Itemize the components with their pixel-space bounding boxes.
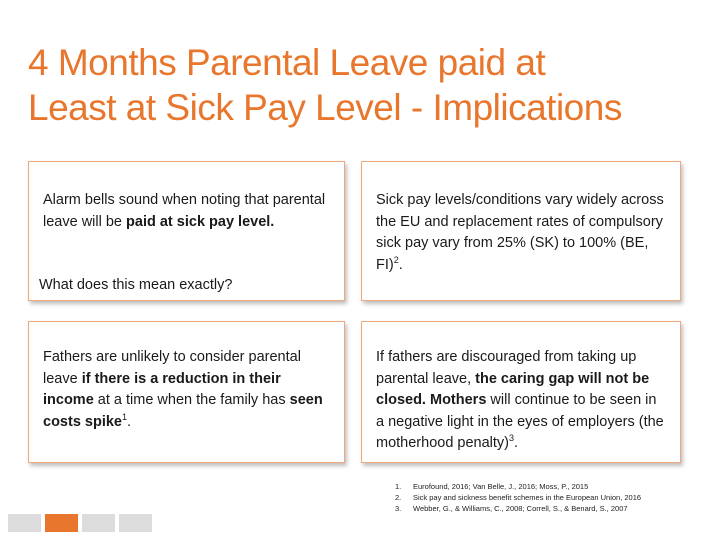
box3-end: . <box>127 413 132 430</box>
box3-footnote-ref: 1 <box>122 411 128 422</box>
title-line-1: 4 Months Parental Leave paid at <box>28 42 546 83</box>
box2-body: Sick pay levels/conditions vary widely across the EU and replacement rates of compulsory sick pay vary from 25% (SK) to 100% (BE, FI) <box>376 192 664 273</box>
box3-bold-1: if there is a reduction in their income <box>43 370 281 408</box>
box1-text <box>43 190 330 233</box>
box3-text <box>43 347 330 433</box>
reference-item: 3. Webber, G., & Williams, C., 2008; Correll, S., & Benard, S., 2007 <box>395 504 628 513</box>
box-sick-pay-levels <box>361 161 681 301</box>
box3-bold-2: seen costs spike <box>43 392 323 430</box>
box4-footnote-ref: 3 <box>509 433 515 444</box>
title-line-2: Least at Sick Pay Level - Implications <box>28 87 622 128</box>
progress-segment-3 <box>82 514 115 532</box>
progress-segment-4 <box>119 514 152 532</box>
box3-plain-2: at a time when the family has <box>97 392 286 408</box>
slide-title <box>28 40 698 130</box>
progress-segment-2 <box>45 514 78 532</box>
reference-item: 2. Sick pay and sickness benefit schemes in the European Union, 2016 <box>395 493 642 502</box>
reference-item: 1. Eurofound, 2016; Van Belle, J., 2016; Moss, P., 2015 <box>395 482 589 491</box>
box4-bold-1: the caring gap will not be closed. Mothers <box>376 370 650 408</box>
box-caring-gap <box>361 321 681 463</box>
box4-plain-1: If fathers are discouraged from taking up parental leave, <box>376 349 637 387</box>
box2-end: . <box>398 256 403 273</box>
progress-segment-1 <box>8 514 41 532</box>
box4-end: . <box>514 435 519 451</box>
box4-text <box>376 347 666 455</box>
box-sick-pay-alarm <box>28 161 345 301</box>
box1-bold: paid at sick pay level. <box>126 213 275 230</box>
references-list <box>395 481 715 514</box>
box4-plain-2: will continue to be seen in a negative light in the eyes of employers (the motherhood penalty) <box>376 392 664 451</box>
box-fathers-income <box>28 321 345 463</box>
box3-plain-1: Fathers are unlikely to consider parental leave <box>43 349 301 387</box>
box1-question: What does this mean exactly? <box>39 276 233 293</box>
box1-plain: Alarm bells sound when noting that parental leave will be <box>43 192 326 230</box>
box2-text <box>376 190 666 276</box>
box2-footnote-ref: 2 <box>393 254 399 265</box>
